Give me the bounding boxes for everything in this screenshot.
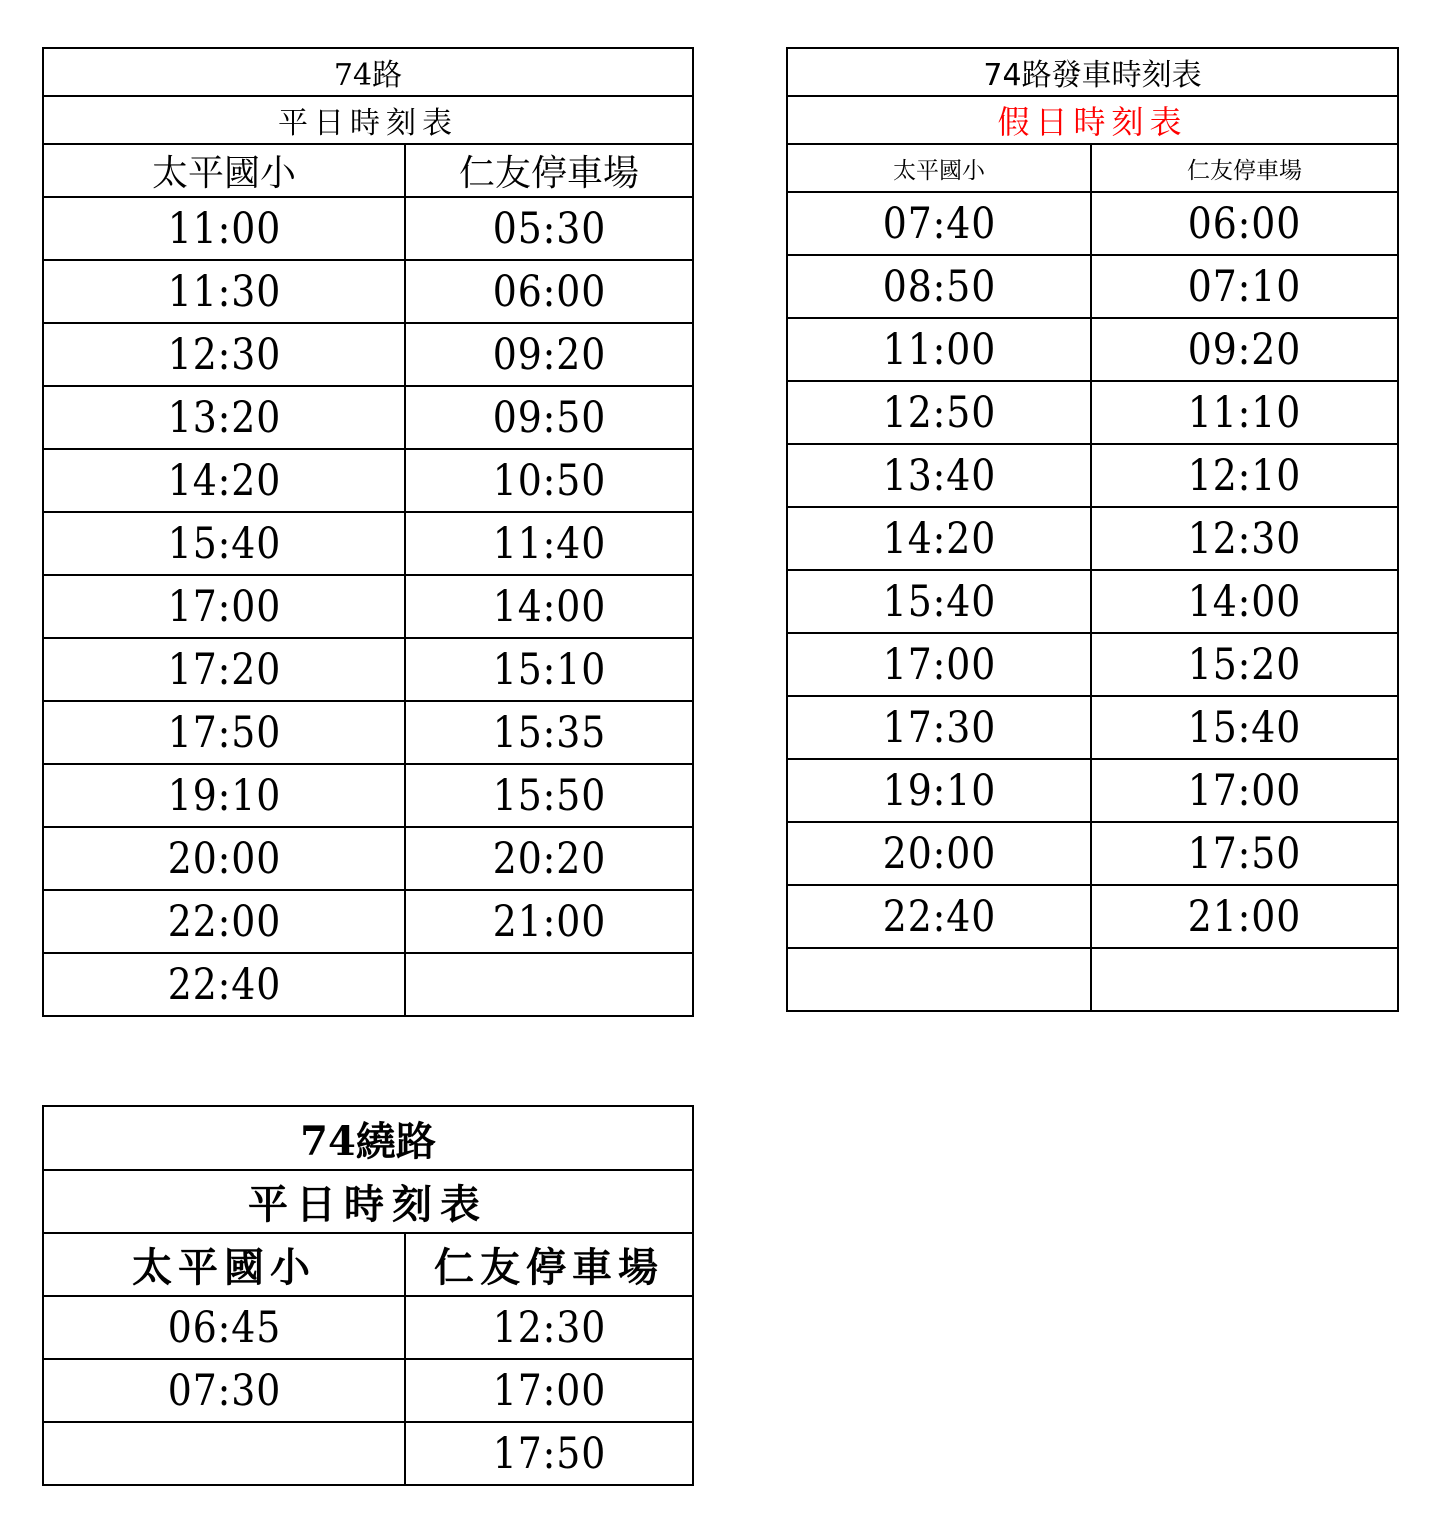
- column-header-renyou: 仁友停車場: [405, 144, 693, 197]
- table-row: [787, 381, 1398, 444]
- departure-time: 21:00: [492, 896, 606, 947]
- departure-time: 11:10: [1187, 387, 1302, 438]
- table-row: [43, 1359, 693, 1422]
- departure-time: 12:30: [167, 329, 281, 380]
- time-cell-renyou: [405, 197, 693, 260]
- departure-time: 19:10: [167, 770, 281, 821]
- departure-time: 12:50: [882, 387, 996, 438]
- departure-time: 06:45: [167, 1302, 281, 1353]
- table-row: [787, 318, 1398, 381]
- departure-time: 13:20: [167, 392, 281, 443]
- departure-time: 17:50: [167, 707, 281, 758]
- table-subtitle: 平日時刻表: [43, 1170, 693, 1233]
- time-cell-renyou: [405, 260, 693, 323]
- time-cell-renyou: [405, 890, 693, 953]
- time-cell-renyou: [405, 449, 693, 512]
- table-row: [43, 638, 693, 701]
- departure-time: 22:40: [882, 891, 996, 942]
- table-title: 74繞路: [43, 1106, 693, 1170]
- time-cell-taiping: [43, 638, 405, 701]
- departure-time: 15:40: [1187, 702, 1302, 753]
- time-cell-renyou: [1091, 192, 1398, 255]
- departure-time: 13:40: [882, 450, 996, 501]
- table-row: [43, 197, 693, 260]
- table-row: [43, 386, 693, 449]
- departure-time: 14:00: [492, 581, 606, 632]
- departure-time: 17:00: [492, 1365, 606, 1416]
- time-cell-taiping: [787, 885, 1091, 948]
- column-header-renyou: 仁友停車場: [405, 1233, 693, 1296]
- time-cell-renyou: [1091, 633, 1398, 696]
- departure-time: 15:50: [492, 770, 606, 821]
- time-cell-taiping: [787, 381, 1091, 444]
- departure-time: 07:30: [167, 1365, 281, 1416]
- time-cell-taiping: [787, 759, 1091, 822]
- time-cell-taiping: [43, 449, 405, 512]
- departure-time: 20:20: [492, 833, 606, 884]
- weekday-timetable: [42, 47, 694, 1017]
- holiday-timetable: [786, 47, 1399, 1012]
- departure-time: 17:00: [167, 581, 281, 632]
- departure-time: 17:50: [492, 1428, 606, 1479]
- time-cell-renyou: [1091, 948, 1398, 1011]
- time-cell-renyou: [1091, 759, 1398, 822]
- table-row: [787, 192, 1398, 255]
- departure-time: 11:00: [167, 203, 281, 254]
- time-cell-renyou: [405, 575, 693, 638]
- time-cell-renyou: [1091, 507, 1398, 570]
- departure-time: 21:00: [1187, 891, 1302, 942]
- departure-time: 15:40: [882, 576, 996, 627]
- detour-timetable: [42, 1105, 694, 1486]
- time-cell-taiping: [787, 318, 1091, 381]
- table-row: [43, 260, 693, 323]
- time-cell-taiping: [43, 575, 405, 638]
- table-row: [787, 570, 1398, 633]
- departure-time: 06:00: [492, 266, 606, 317]
- time-cell-taiping: [43, 890, 405, 953]
- departure-time: 12:30: [1187, 513, 1302, 564]
- time-cell-taiping: [43, 197, 405, 260]
- column-header-taiping: 太平國小: [43, 1233, 405, 1296]
- time-cell-taiping: [787, 444, 1091, 507]
- time-cell-renyou: [1091, 570, 1398, 633]
- departure-time: 15:35: [492, 707, 606, 758]
- departure-time: 12:10: [1187, 450, 1302, 501]
- table-title: 74路: [43, 48, 693, 96]
- departure-time: 20:00: [882, 828, 996, 879]
- table-row: [787, 444, 1398, 507]
- table-row: [43, 512, 693, 575]
- table-subtitle: 假日時刻表: [787, 96, 1398, 144]
- time-cell-renyou: [1091, 255, 1398, 318]
- departure-time: 10:50: [492, 455, 606, 506]
- departure-time: 14:00: [1187, 576, 1302, 627]
- time-cell-taiping: [787, 507, 1091, 570]
- table-row: [787, 948, 1398, 1011]
- table-row: [43, 1296, 693, 1359]
- time-cell-renyou: [1091, 444, 1398, 507]
- table-title: 74路發車時刻表: [787, 48, 1398, 96]
- time-cell-renyou: [1091, 885, 1398, 948]
- time-cell-taiping: [43, 953, 405, 1016]
- time-cell-renyou: [405, 1359, 693, 1422]
- column-header-renyou: 仁友停車場: [1091, 144, 1398, 192]
- time-cell-renyou: [405, 827, 693, 890]
- time-cell-taiping: [43, 1359, 405, 1422]
- time-cell-taiping: [43, 827, 405, 890]
- departure-time: 09:20: [1187, 324, 1302, 375]
- table-row: [43, 449, 693, 512]
- table-row: [787, 696, 1398, 759]
- table-row: [43, 323, 693, 386]
- table-row: [43, 1422, 693, 1485]
- time-cell-renyou: [405, 638, 693, 701]
- time-cell-taiping: [43, 323, 405, 386]
- time-cell-taiping: [43, 701, 405, 764]
- time-cell-taiping: [43, 1422, 405, 1485]
- time-cell-renyou: [405, 512, 693, 575]
- departure-time: 17:00: [882, 639, 996, 690]
- table-row: [43, 764, 693, 827]
- table-row: [787, 633, 1398, 696]
- table-row: [787, 759, 1398, 822]
- time-cell-renyou: [405, 1422, 693, 1485]
- table-row: [787, 822, 1398, 885]
- departure-time: 17:20: [167, 644, 281, 695]
- departure-time: 09:20: [492, 329, 606, 380]
- time-cell-renyou: [405, 701, 693, 764]
- departure-time: 17:00: [1187, 765, 1302, 816]
- departure-time: 14:20: [167, 455, 281, 506]
- table-row: [43, 827, 693, 890]
- departure-time: 14:20: [882, 513, 996, 564]
- time-cell-taiping: [787, 696, 1091, 759]
- table-row: [43, 575, 693, 638]
- time-cell-renyou: [405, 323, 693, 386]
- departure-time: 15:20: [1187, 639, 1302, 690]
- time-cell-taiping: [787, 192, 1091, 255]
- time-cell-taiping: [787, 570, 1091, 633]
- table-subtitle: 平日時刻表: [43, 96, 693, 144]
- column-header-taiping: 太平國小: [787, 144, 1091, 192]
- table-row: [787, 507, 1398, 570]
- departure-time: 22:00: [167, 896, 281, 947]
- column-header-taiping: 太平國小: [43, 144, 405, 197]
- departure-time: 20:00: [167, 833, 281, 884]
- departure-time: 12:30: [492, 1302, 606, 1353]
- time-cell-renyou: [405, 1296, 693, 1359]
- time-cell-taiping: [43, 764, 405, 827]
- departure-time: 06:00: [1187, 198, 1302, 249]
- departure-time: 19:10: [882, 765, 996, 816]
- departure-time: 08:50: [882, 261, 996, 312]
- time-cell-taiping: [43, 1296, 405, 1359]
- departure-time: 11:00: [882, 324, 996, 375]
- departure-time: 17:50: [1187, 828, 1302, 879]
- departure-time: 22:40: [167, 959, 281, 1010]
- table-row: [43, 701, 693, 764]
- time-cell-renyou: [1091, 318, 1398, 381]
- time-cell-taiping: [787, 255, 1091, 318]
- time-cell-taiping: [787, 822, 1091, 885]
- time-cell-renyou: [405, 386, 693, 449]
- table-row: [43, 953, 693, 1016]
- departure-time: 17:30: [882, 702, 996, 753]
- time-cell-taiping: [43, 512, 405, 575]
- time-cell-taiping: [787, 633, 1091, 696]
- time-cell-taiping: [787, 948, 1091, 1011]
- departure-time: 11:40: [492, 518, 606, 569]
- departure-time: 07:10: [1187, 261, 1302, 312]
- table-row: [43, 890, 693, 953]
- table-row: [787, 885, 1398, 948]
- departure-time: 05:30: [492, 203, 606, 254]
- departure-time: 11:30: [167, 266, 281, 317]
- time-cell-renyou: [1091, 822, 1398, 885]
- departure-time: 15:10: [492, 644, 606, 695]
- departure-time: 15:40: [167, 518, 281, 569]
- time-cell-renyou: [1091, 696, 1398, 759]
- time-cell-taiping: [43, 260, 405, 323]
- time-cell-renyou: [405, 764, 693, 827]
- departure-time: 09:50: [492, 392, 606, 443]
- time-cell-taiping: [43, 386, 405, 449]
- time-cell-renyou: [405, 953, 693, 1016]
- departure-time: 07:40: [882, 198, 996, 249]
- time-cell-renyou: [1091, 381, 1398, 444]
- table-row: [787, 255, 1398, 318]
